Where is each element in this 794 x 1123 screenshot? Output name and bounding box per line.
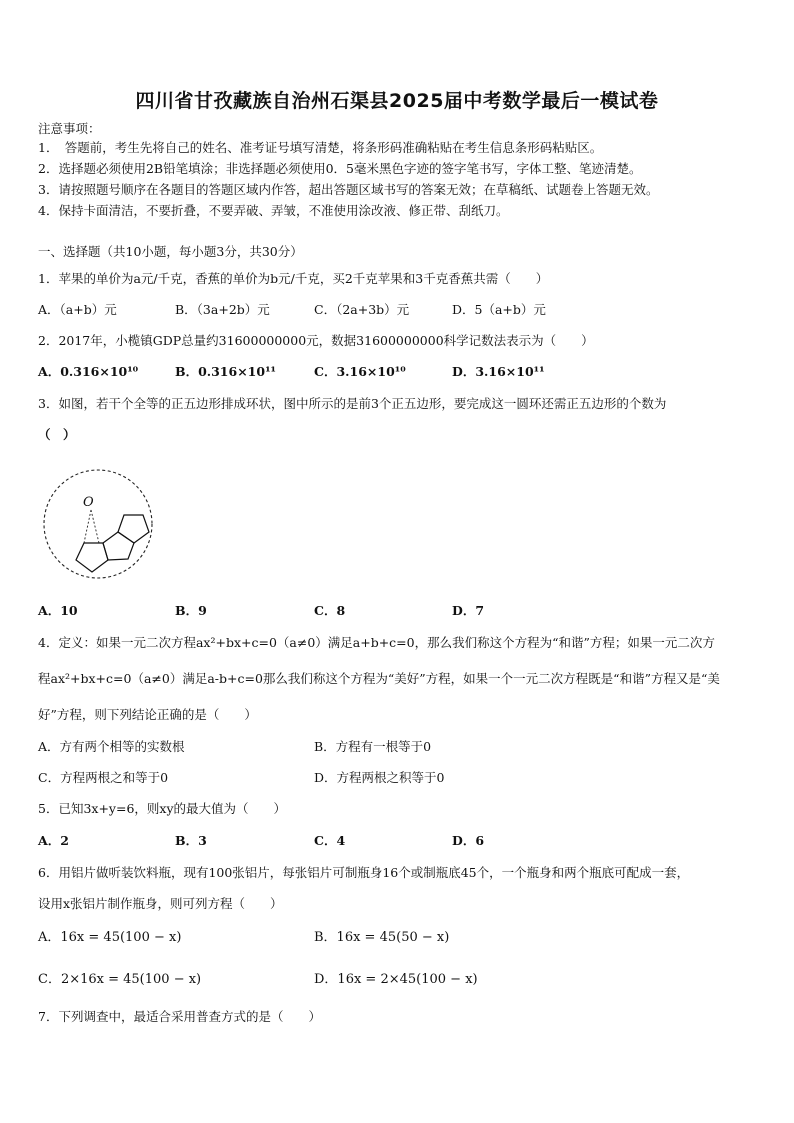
- notice-heading: 注意事项：: [38, 121, 101, 136]
- q4-option-c: C．方程两根之和等于0: [38, 770, 169, 785]
- q2-option-a: A．0.316×10¹⁰: [38, 364, 139, 379]
- q5-option-d: D．6: [452, 833, 485, 848]
- dashed-circle: [44, 470, 152, 578]
- q2-option-d: D．3.16×10¹¹: [452, 364, 545, 379]
- radius-line-2: [91, 510, 99, 543]
- center-label: O: [83, 495, 94, 510]
- q1-option-b: B．（3a+2b）元: [175, 302, 270, 317]
- q3-option-d: D．7: [452, 603, 485, 618]
- notice-item-1: 1． 答题前，考生先将自己的姓名、准考证号填写清楚，将条形码准确粘贴在考生信息条形码粘贴区。: [38, 140, 603, 155]
- pentagon-3: [118, 515, 149, 543]
- notice-item-2: 2．选择题必须使用2B铅笔填涂；非选择题必须使用0．5毫米黑色字迹的签字笔书写，字体工整、笔迹清楚。: [38, 161, 642, 176]
- q4-option-d: D．方程两根之积等于0: [314, 770, 445, 785]
- q4-line-2: 程ax²+bx+c=0（a≠0）满足a-b+c=0那么我们称这个方程为“美好”方程，如果一个一元二次方程既是“和谐”方程又是“美: [38, 671, 720, 686]
- q5-option-b: B．3: [175, 833, 207, 848]
- notice-item-4: 4．保持卡面清洁，不要折叠，不要弄破、弄皱，不准使用涂改液、修正带、刮纸刀。: [38, 203, 509, 218]
- q1-option-a: A．（a+b）元: [38, 302, 117, 317]
- q7-text: 7．下列调查中，最适合采用普查方式的是（ ）: [38, 1009, 321, 1024]
- q2-option-b: B．0.316×10¹¹: [175, 364, 277, 379]
- q4-line-1: 4．定义：如果一元二次方程ax²+bx+c=0（a≠0）满足a+b+c=0，那么我们称这个方程为“和谐”方程；如果一元二次方: [38, 635, 715, 650]
- q3-option-b: B．9: [175, 603, 207, 618]
- q1-option-d: D．5（a+b）元: [452, 302, 546, 317]
- q5-option-c: C．4: [314, 833, 346, 848]
- q3-text: 3．如图，若干个全等的正五边形排成环状，图中所示的是前3个正五边形，要完成这一圆环还需正五边形的个数为: [38, 396, 667, 411]
- radius-line-1: [84, 510, 91, 543]
- q2-text: 2．2017年，小榄镇GDP总量约31600000000元，数据31600000000科学记数法表示为（ ）: [38, 333, 594, 348]
- q3-option-a: A．10: [38, 603, 78, 618]
- pentagon-2: [103, 532, 134, 560]
- notice-item-3: 3．请按照题号顺序在各题目的答题区域内作答，超出答题区域书写的答案无效；在草稿纸、试题卷上答题无效。: [38, 182, 659, 197]
- pentagon-1: [76, 543, 108, 572]
- q6-option-d: D．16x = 2×45(100 − x): [314, 972, 478, 987]
- q2-option-c: C．3.16×10¹⁰: [314, 364, 406, 379]
- q6-option-a: A．16x = 45(100 − x): [38, 930, 182, 945]
- q6-option-c: C．2×16x = 45(100 − x): [38, 972, 202, 987]
- q5-option-a: A．2: [38, 833, 69, 848]
- page-title: 四川省甘孜藏族自治州石渠县2025届中考数学最后一模试卷: [135, 90, 659, 112]
- section-heading: 一、选择题（共10小题，每小题3分，共30分）: [38, 244, 303, 259]
- q4-option-a: A．方有两个相等的实数根: [38, 739, 185, 754]
- q1-option-c: C．（2a+3b）元: [314, 302, 410, 317]
- q4-line-3: 好”方程，则下列结论正确的是（ ）: [38, 707, 257, 722]
- q6-line-2: 设用x张铝片制作瓶身，则可列方程（ ）: [38, 896, 283, 911]
- q3-option-c: C．8: [314, 603, 346, 618]
- q6-option-b: B．16x = 45(50 − x): [314, 930, 450, 945]
- pentagon-ring-figure: [36, 460, 156, 586]
- q4-option-b: B．方程有一根等于0: [314, 739, 432, 754]
- q1-text: 1．苹果的单价为a元/千克，香蕉的单价为b元/千克，买2千克苹果和3千克香蕉共需（ ）: [38, 271, 549, 286]
- q3-text-cont: （ ）: [38, 427, 76, 442]
- q6-line-1: 6．用铝片做听装饮料瓶，现有100张铝片，每张铝片可制瓶身16个或制瓶底45个，一个瓶身和两个瓶底可配成一套，: [38, 865, 690, 880]
- q5-text: 5．已知3x+y=6，则xy的最大值为（ ）: [38, 801, 287, 816]
